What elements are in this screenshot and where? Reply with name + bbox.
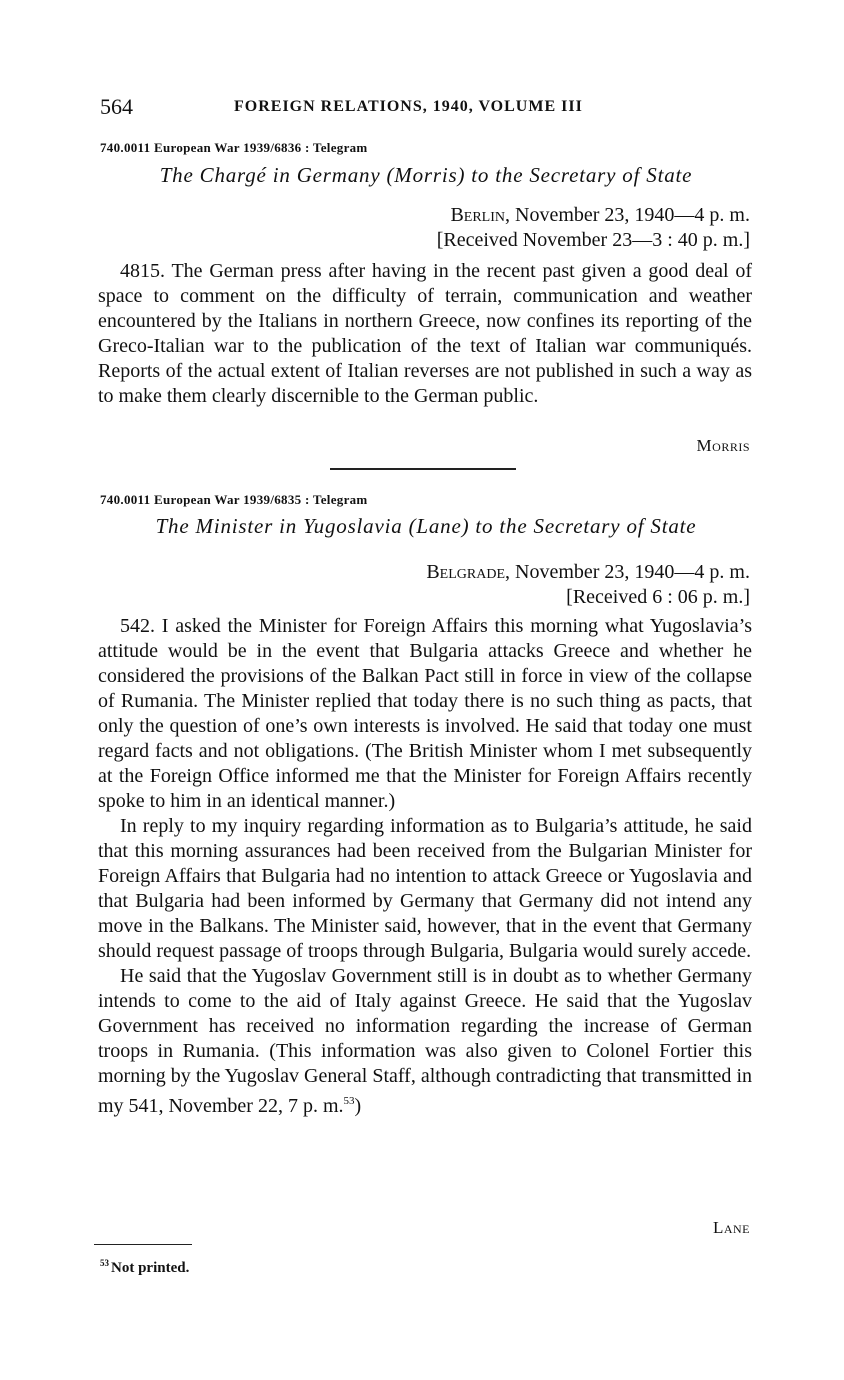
telegram-body	[98, 614, 752, 1119]
dateline	[426, 560, 750, 610]
footnote-reference: 53	[343, 1095, 355, 1107]
received-line: [Received November 23—3 : 40 p. m.]	[436, 229, 750, 251]
dateline	[437, 203, 750, 253]
footnote-number: 53	[100, 1258, 109, 1268]
footnote-divider	[94, 1244, 192, 1245]
dateline-place: Belgrade	[426, 561, 506, 583]
received-line: [Received 6 : 06 p. m.]	[566, 586, 750, 608]
signature: Morris	[696, 436, 750, 455]
dateline-place: Berlin	[450, 204, 506, 226]
running-head	[100, 94, 750, 124]
page-number: 564	[100, 94, 133, 119]
section-divider	[330, 468, 516, 470]
body-paragraph	[98, 964, 752, 1119]
body-paragraph: In reply to my inquiry regarding information as to Bulgaria’s attitude, he said that this morning assurances had been received from the Bulgarian Minister for Foreign Affairs that Bulgaria had no intention to attack Greece or Yugoslavia and that Bulgaria had been informed by Germany that Germany did not intend any move in the Balkans. The Minister said, however, that in the event that Germany should request passage of troops through Bulgaria, Bulgaria would surely accede.	[98, 815, 752, 962]
body-paragraph: 542. I asked the Minister for Foreign Affairs this morning what Yugoslavia’s attitude would be in the event that Bulgaria attacks Greece and whether he considered the provisions of the Balkan Pact still in force in view of the collapse of Rumania. The Minister replied that today there is no such thing as pacts, that only the question of one’s own interests is involved. He said that today one must regard facts and not obligations. (The British Minister whom I met subsequently at the Foreign Office informed me that the Minister for Foreign Affairs recently spoke to him in an identical manner.)	[98, 615, 752, 812]
document-title: The Minister in Yugoslavia (Lane) to the Secretary of State	[155, 514, 697, 538]
file-reference: 740.0011 European War 1939/6836 : Telegram	[100, 140, 368, 155]
running-title: FOREIGN RELATIONS, 1940, VOLUME III	[234, 98, 583, 115]
telegram-body	[98, 259, 752, 409]
dateline-date: , November 23, 1940—4 p. m.	[505, 561, 750, 583]
footnote	[100, 1258, 189, 1277]
closing-parenthesis: )	[354, 1095, 362, 1117]
file-reference: 740.0011 European War 1939/6835 : Telegram	[100, 492, 368, 507]
dateline-date: , November 23, 1940—4 p. m.	[505, 204, 750, 226]
paragraph-text: He said that the Yugoslav Government still is in doubt as to whether Germany intends to come to the aid of Italy against Greece. He said that the Yugoslav Government has received no information regarding the increase of German troops in Rumania. (This information was also given to Colonel Fortier this morning by the Yugoslav General Staff, although contradicting that transmitted in my 541, November 22, 7 p. m.	[98, 965, 752, 1117]
document-title: The Chargé in Germany (Morris) to the Secretary of State	[159, 163, 693, 187]
body-paragraph: 4815. The German press after having in the recent past given a good deal of space to comment on the difficulty of terrain, communication and weather encountered by the Italians in northern Greece, now confines its reporting of the Greco-Italian war to the publication of the text of Italian war communiqués. Reports of the actual extent of Italian reverses are not published in such a way as to make them clearly discernible to the German public.	[98, 260, 752, 407]
signature: Lane	[712, 1218, 750, 1237]
footnote-text: Not printed.	[111, 1260, 190, 1276]
